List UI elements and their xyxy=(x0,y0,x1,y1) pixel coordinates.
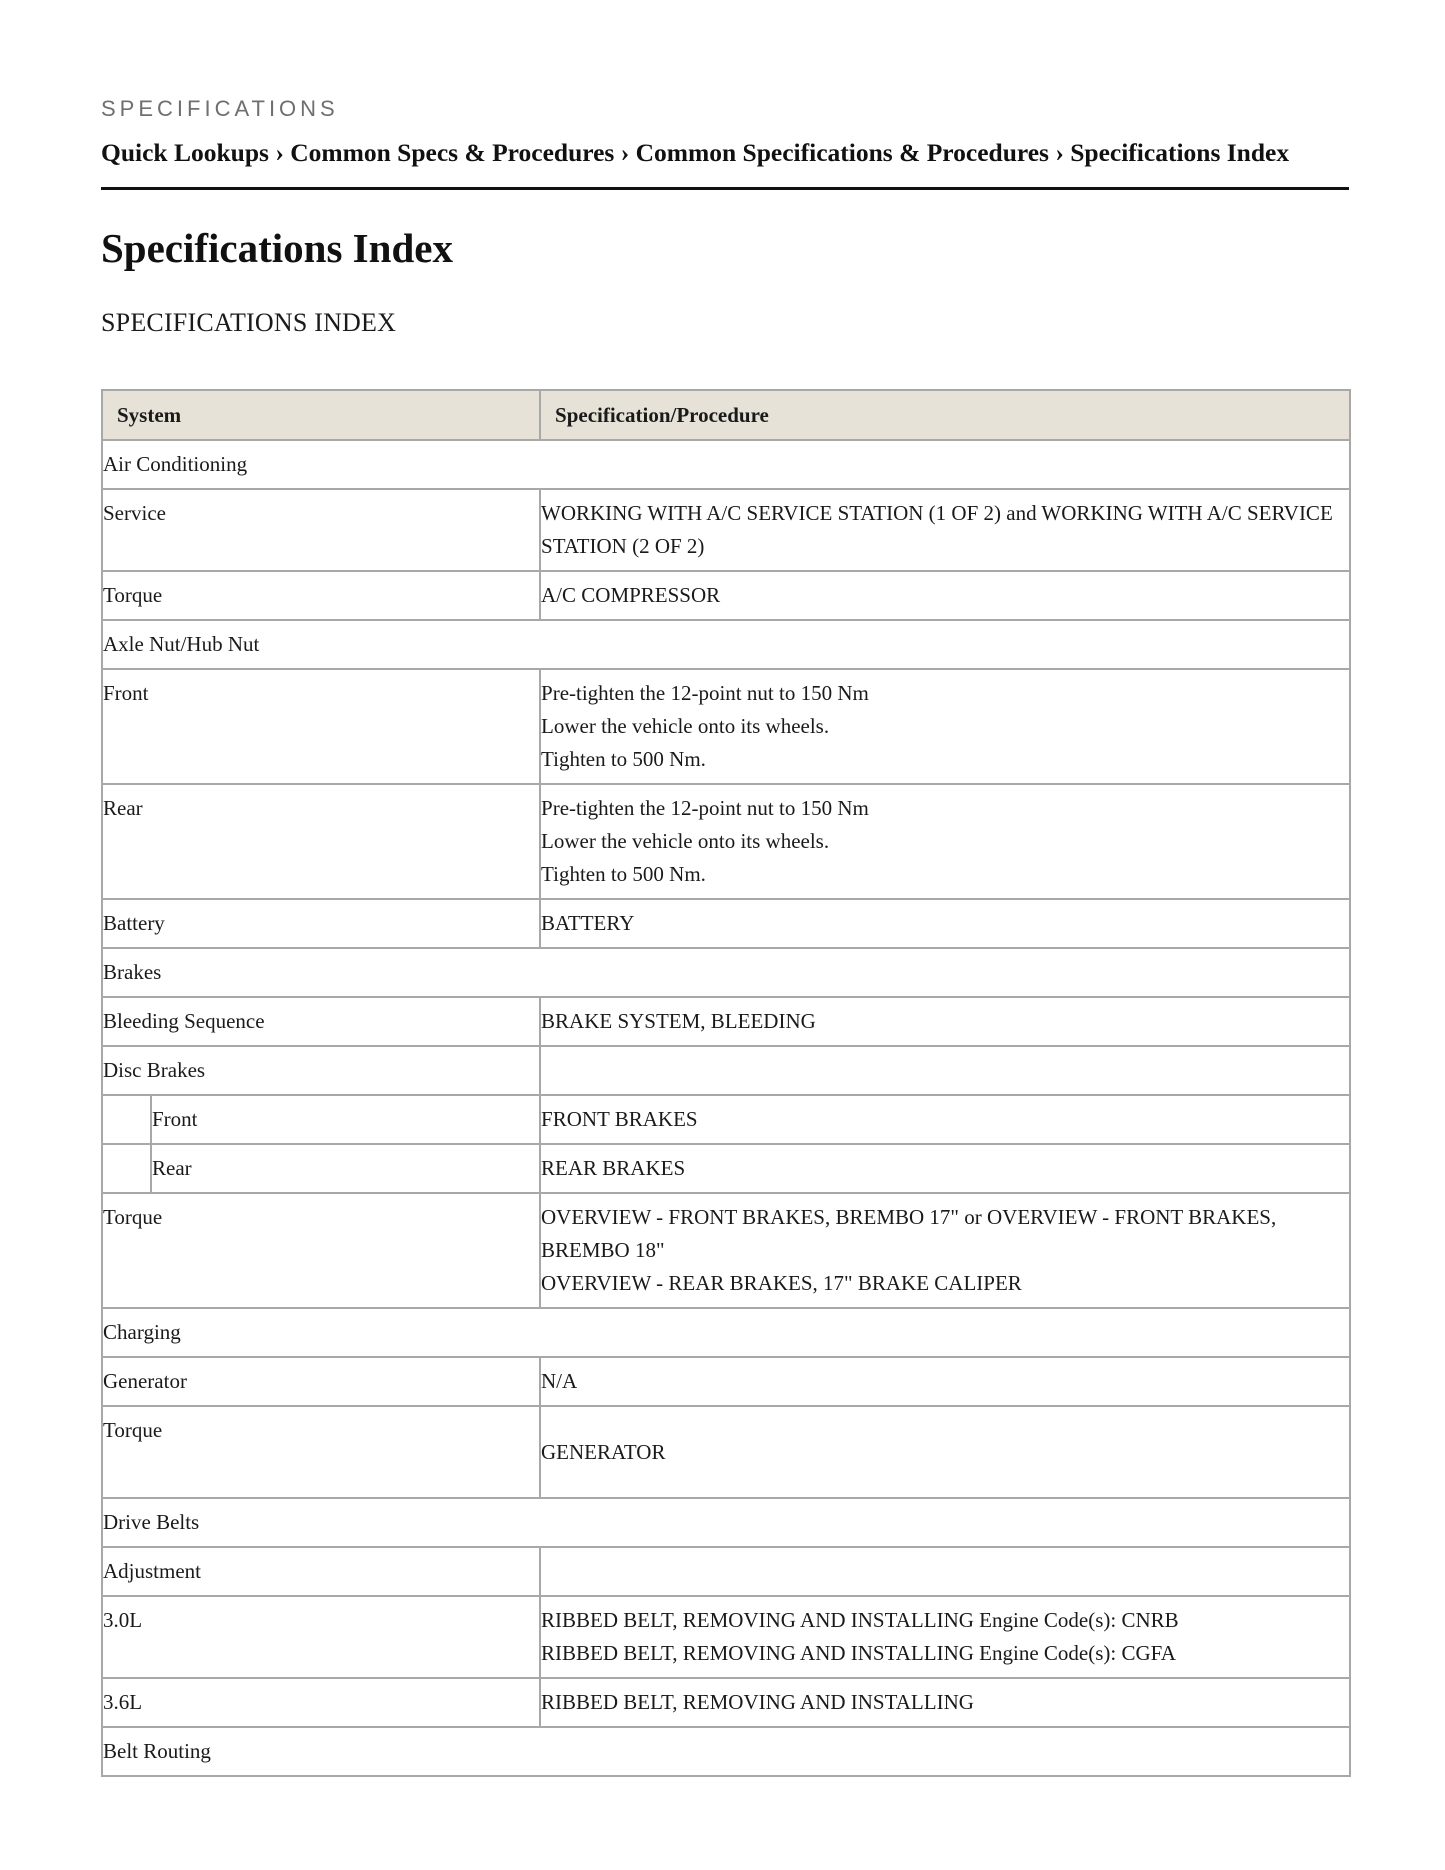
system-group-label: Brakes xyxy=(102,948,1350,997)
table-row xyxy=(102,1308,1350,1357)
system-label: 3.0L xyxy=(102,1596,540,1678)
table-row xyxy=(102,1357,1350,1406)
table-row xyxy=(102,440,1350,489)
system-label: Front xyxy=(102,669,540,784)
table-row xyxy=(102,489,1350,571)
page-title: Specifications Index xyxy=(101,225,453,271)
empty-cell xyxy=(540,1547,1350,1596)
indent-cell xyxy=(102,1144,151,1193)
table-row xyxy=(102,1046,1350,1095)
system-label: Torque xyxy=(102,1406,540,1498)
spec-line: Pre-tighten the 12-point nut to 150 Nm xyxy=(541,681,869,705)
procedure-link[interactable]: WORKING WITH A/C SERVICE STATION (1 OF 2) and WORKING WITH A/C SERVICE STATION (2 OF 2) xyxy=(540,489,1350,571)
table-header-row xyxy=(102,390,1350,440)
table-row xyxy=(102,1678,1350,1727)
specifications-table xyxy=(101,389,1351,1777)
breadcrumb[interactable]: Quick Lookups › Common Specs & Procedures › Common Specifications & Procedures › Specifications Index xyxy=(101,138,1290,167)
spec-line: Pre-tighten the 12-point nut to 150 Nm xyxy=(541,796,869,820)
procedure-link[interactable]: RIBBED BELT, REMOVING AND INSTALLING Engine Code(s): CNRB xyxy=(541,1608,1179,1632)
system-label: Front xyxy=(151,1095,540,1144)
table-row xyxy=(102,784,1350,899)
system-label: Rear xyxy=(151,1144,540,1193)
page-subtitle: SPECIFICATIONS INDEX xyxy=(101,308,397,337)
system-label: Bleeding Sequence xyxy=(102,997,540,1046)
table-row xyxy=(102,948,1350,997)
table-row xyxy=(102,1406,1350,1498)
procedure-link[interactable]: RIBBED BELT, REMOVING AND INSTALLING Engine Code(s): CGFA xyxy=(541,1641,1176,1665)
table-row xyxy=(102,1596,1350,1678)
table-row xyxy=(102,1193,1350,1308)
system-label: Generator xyxy=(102,1357,540,1406)
system-label: Disc Brakes xyxy=(102,1046,540,1095)
system-group-label: Battery xyxy=(102,899,540,948)
specification-value xyxy=(540,1596,1350,1678)
system-label: Torque xyxy=(102,1193,540,1308)
spec-line: Lower the vehicle onto its wheels. xyxy=(541,714,830,738)
table-row xyxy=(102,997,1350,1046)
specification-value xyxy=(540,784,1350,899)
column-header-system: System xyxy=(102,390,540,440)
system-label: Service xyxy=(102,489,540,571)
table-row xyxy=(102,1144,1350,1193)
empty-cell xyxy=(540,1046,1350,1095)
table-row xyxy=(102,1727,1350,1776)
system-group-label: Drive Belts xyxy=(102,1498,1350,1547)
procedure-link[interactable]: A/C COMPRESSOR xyxy=(540,571,1350,620)
system-label: Rear xyxy=(102,784,540,899)
procedure-link[interactable]: FRONT BRAKES xyxy=(540,1095,1350,1144)
table-row xyxy=(102,1547,1350,1596)
section-label: SPECIFICATIONS xyxy=(101,96,339,121)
header-divider xyxy=(101,187,1349,190)
specification-value xyxy=(540,669,1350,784)
system-label: 3.6L xyxy=(102,1678,540,1727)
procedure-link[interactable]: OVERVIEW - REAR BRAKES, 17" BRAKE CALIPER xyxy=(541,1271,1022,1295)
specification-value: N/A xyxy=(540,1357,1350,1406)
procedure-link[interactable]: OVERVIEW - FRONT BRAKES, BREMBO 17" or OVERVIEW - FRONT BRAKES, BREMBO 18" xyxy=(541,1205,1277,1262)
system-group-label: Air Conditioning xyxy=(102,440,1350,489)
table-row xyxy=(102,1498,1350,1547)
procedure-link[interactable]: REAR BRAKES xyxy=(540,1144,1350,1193)
specification-value xyxy=(540,1193,1350,1308)
table-row xyxy=(102,899,1350,948)
procedure-link[interactable]: BATTERY xyxy=(540,899,1350,948)
system-group-label: Axle Nut/Hub Nut xyxy=(102,620,1350,669)
system-label: Torque xyxy=(102,571,540,620)
table-row xyxy=(102,571,1350,620)
system-label: Adjustment xyxy=(102,1547,540,1596)
spec-line: Tighten to 500 Nm. xyxy=(541,862,706,886)
procedure-link[interactable]: GENERATOR xyxy=(540,1406,1350,1498)
system-label: Belt Routing xyxy=(102,1727,1350,1776)
table-row xyxy=(102,669,1350,784)
system-group-label: Charging xyxy=(102,1308,1350,1357)
column-header-specification: Specification/Procedure xyxy=(540,390,1350,440)
indent-cell xyxy=(102,1095,151,1144)
table-row xyxy=(102,1095,1350,1144)
procedure-link[interactable]: RIBBED BELT, REMOVING AND INSTALLING xyxy=(540,1678,1350,1727)
spec-line: Tighten to 500 Nm. xyxy=(541,747,706,771)
table-row xyxy=(102,620,1350,669)
procedure-link[interactable]: BRAKE SYSTEM, BLEEDING xyxy=(540,997,1350,1046)
spec-line: Lower the vehicle onto its wheels. xyxy=(541,829,830,853)
